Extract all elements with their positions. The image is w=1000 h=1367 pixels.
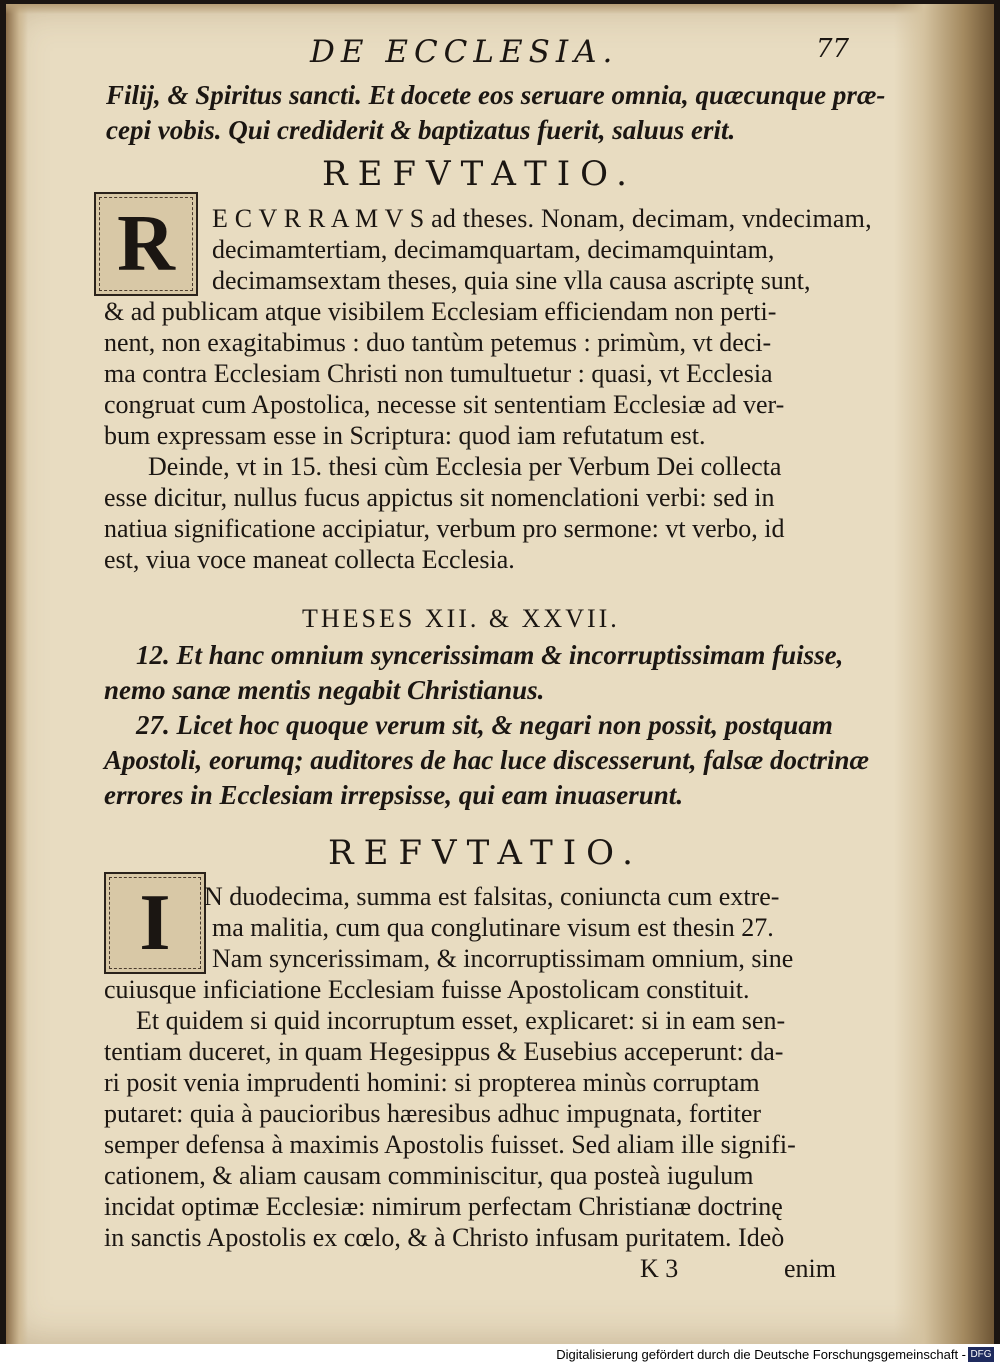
page-top-shadow [6, 4, 994, 14]
s1-line: Deinde, vt in 15. thesi cùm Ecclesia per Verbum Dei collecta [148, 452, 782, 481]
decorated-initial-i [104, 872, 206, 974]
s1-line: esse dicitur, nullus fucus appictus sit nomenclationi verbi: sed in [104, 483, 775, 512]
s1-line: & ad publicam atque visibilem Ecclesiam efficiendam non perti- [104, 297, 777, 326]
section-heading-2: REFVTATIO. [328, 833, 643, 873]
s2-line: Nam syncerissimam, & incorruptissimam omnium, sine [212, 944, 794, 973]
s1-line: nent, non exagitabimus : duo tantùm petemus : primùm, vt deci- [104, 328, 772, 357]
s1-line: natiua significatione accipiatur, verbum pro sermone: vt verbo, id [104, 514, 785, 543]
s2-line: tentiam duceret, in quam Hegesippus & Eusebius acceperunt: da- [104, 1037, 784, 1066]
s1-line: E C V R R A M V S ad theses. Nonam, decimam, vndecimam, [212, 204, 872, 233]
thesis-line: errores in Ecclesiam irrepsisse, qui eam inuaserunt. [104, 780, 684, 810]
intro-line-2: cepi vobis. Qui crediderit & baptizatus fuerit, saluus erit. [106, 115, 736, 145]
running-title: DE ECCLESIA. [310, 34, 619, 70]
footer-credit: Digitalisierung gefördert durch die Deutsche Forschungsgemeinschaft - [556, 1347, 966, 1362]
initial-letter: I [139, 878, 171, 967]
page-edge-shadow [6, 4, 28, 1344]
folio-number: 77 [816, 34, 850, 64]
s1-line: est, viua voce maneat collecta Ecclesia. [104, 545, 515, 574]
intro-line-1: Filij, & Spiritus sancti. Et docete eos seruare omnia, quæcunque præ- [106, 80, 886, 110]
s2-line: in sanctis Apostolis ex cœlo, & à Christo infusam puritatem. Ideò [104, 1223, 785, 1252]
theses-heading: THESES XII. & XXVII. [302, 604, 620, 633]
s2-line: semper defensa à maximis Apostolis fuisset. Sed aliam ille signifi- [104, 1130, 796, 1159]
thesis-line: nemo sanæ mentis negabit Christianus. [104, 675, 545, 705]
initial-letter: R [117, 199, 175, 288]
thesis-line: Apostoli, eorumq; auditores de hac luce discesserunt, falsæ doctrinæ [104, 745, 870, 775]
s1-line: bum expressam esse in Scriptura: quod iam refutatum est. [104, 421, 706, 450]
catchword: enim [784, 1254, 836, 1283]
decorated-initial-r [94, 192, 198, 296]
s2-line: N duodecima, summa est falsitas, coniuncta cum extre- [204, 882, 780, 911]
s2-line: cationem, & aliam causam comminiscitur, qua posteà iugulum [104, 1161, 754, 1190]
s2-line: ma malitia, cum qua conglutinare visum est thesin 27. [212, 913, 774, 942]
signature-mark: K 3 [640, 1254, 679, 1283]
s2-line: ri posit venia imprudenti homini: si propterea minùs corruptam [104, 1068, 760, 1097]
thesis-line: 27. Licet hoc quoque verum sit, & negari non possit, postquam [136, 710, 833, 740]
section-heading-1: REFVTATIO. [322, 154, 637, 194]
s1-line: decimamtertiam, decimamquartam, decimamquintam, [212, 235, 775, 264]
s1-line: decimamsextam theses, quia sine vlla causa ascriptę sunt, [212, 266, 811, 295]
s1-line: ma contra Ecclesiam Christi non tumultuetur : quasi, vt Ecclesia [104, 359, 773, 388]
s2-line: cuiusque inficiatione Ecclesiam fuisse Apostolicam constituit. [104, 975, 750, 1004]
thesis-line: 12. Et hanc omnium syncerissimam & incorruptissimam fuisse, [136, 640, 844, 670]
digitization-footer [0, 1344, 1000, 1367]
s2-line: incidat optimæ Ecclesiæ: nimirum perfectam Christianæ doctrinę [104, 1192, 783, 1221]
page-gutter-fold [894, 4, 994, 1344]
s2-line: Et quidem si quid incorruptum esset, explicaret: si in eam sen- [136, 1006, 786, 1035]
dfg-logo-icon: DFG [968, 1347, 994, 1362]
s1-line: congruat cum Apostolica, necesse sit sententiam Ecclesiæ ad ver- [104, 390, 785, 419]
s2-line: putaret: quia à paucioribus hæresibus adhuc impugnata, fortiter [104, 1099, 762, 1128]
